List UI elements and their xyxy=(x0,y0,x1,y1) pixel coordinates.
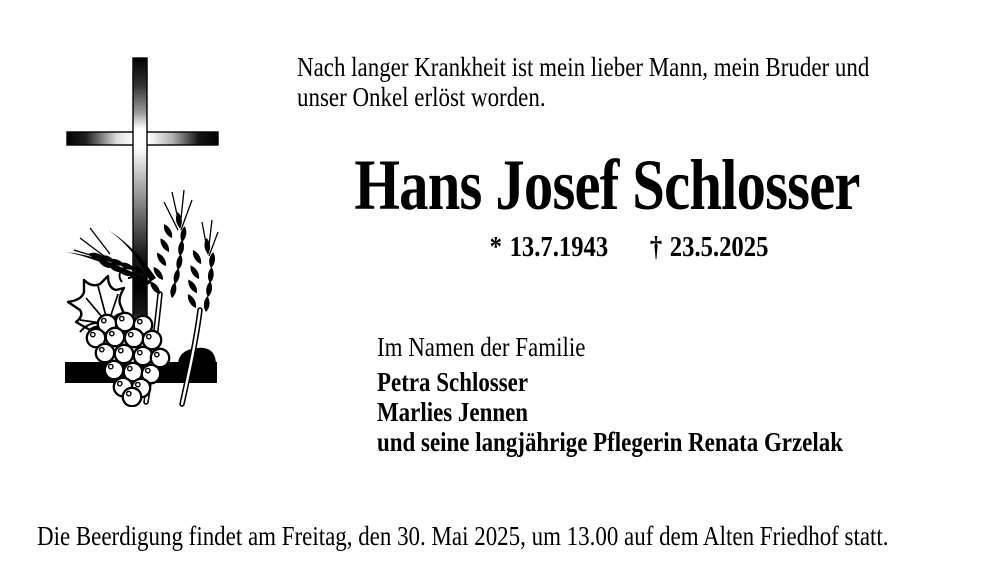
intro-text xyxy=(297,52,869,112)
birth-date xyxy=(490,231,609,264)
dagger-symbol: † xyxy=(649,231,663,263)
mourner-name: Petra Schlosser xyxy=(377,367,529,397)
born-symbol: * xyxy=(489,231,502,263)
birth-date-value: 13.7.1943 xyxy=(509,231,609,263)
mourner-name: und seine langjährige Pflegerin Renata Grzelak xyxy=(377,427,843,457)
family-heading: Im Namen der Familie xyxy=(377,332,586,362)
mourner-name: Marlies Jennen xyxy=(377,397,529,427)
cross-wheat-grapes-icon xyxy=(60,32,230,407)
life-dates xyxy=(366,231,893,264)
death-date xyxy=(650,231,769,264)
mourner-names xyxy=(377,367,843,457)
death-date-value: 23.5.2025 xyxy=(669,231,769,263)
intro-line-1: Nach langer Krankheit ist mein lieber Mann, mein Bruder und xyxy=(297,52,870,82)
funeral-info: Die Beerdigung findet am Freitag, den 30. Mai 2025, um 13.00 auf dem Alten Friedhof statt. xyxy=(37,521,889,551)
deceased-name: Hans Josef Schlosser xyxy=(354,145,860,225)
intro-line-2: unser Onkel erlöst worden. xyxy=(297,82,546,112)
